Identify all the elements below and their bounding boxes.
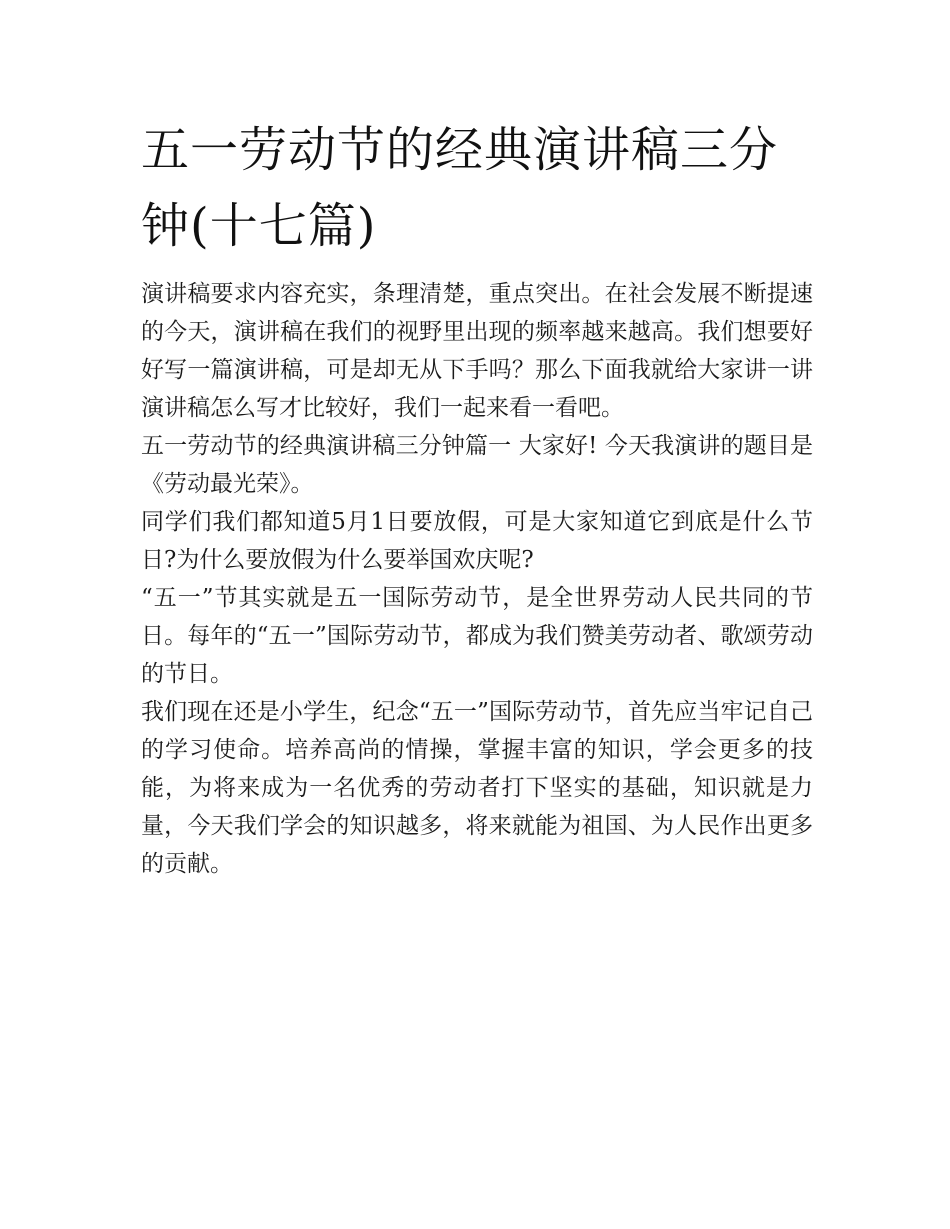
paragraph-labor-day: “五一”节其实就是五一国际劳动节，是全世界劳动人民共同的节日。每年的“五一”国际劳动节，都成为我们赞美劳动者、歌颂劳动的节日。 xyxy=(141,585,813,687)
document-body xyxy=(141,275,813,883)
paragraph-intro: 演讲稿要求内容充实，条理清楚，重点突出。在社会发展不断提速的今天，演讲稿在我们的视野里出现的频率越来越高。我们想要好好写一篇演讲稿，可是却无从下手吗？那么下面我就给大家讲一讲演讲稿怎么写才比较好，我们一起来看一看吧。 xyxy=(141,281,813,421)
document-page xyxy=(141,112,813,883)
paragraph-student-mission: 我们现在还是小学生，纪念“五一”国际劳动节，首先应当牢记自己的学习使命。培养高尚的情操，掌握丰富的知识，学会更多的技能，为将来成为一名优秀的劳动者打下坚实的基础，知识就是力量，今天我们学会的知识越多，将来就能为祖国、为人民作出更多的贡献。 xyxy=(141,699,813,877)
paragraph-speech-opening: 五一劳动节的经典演讲稿三分钟篇一 大家好! 今天我演讲的题目是《劳动最光荣》。 xyxy=(141,433,813,497)
paragraph-question: 同学们我们都知道5月1日要放假，可是大家知道它到底是什么节日?为什么要放假为什么要举国欢庆呢? xyxy=(141,509,813,573)
document-title: 五一劳动节的经典演讲稿三分钟(十七篇) xyxy=(141,122,779,254)
